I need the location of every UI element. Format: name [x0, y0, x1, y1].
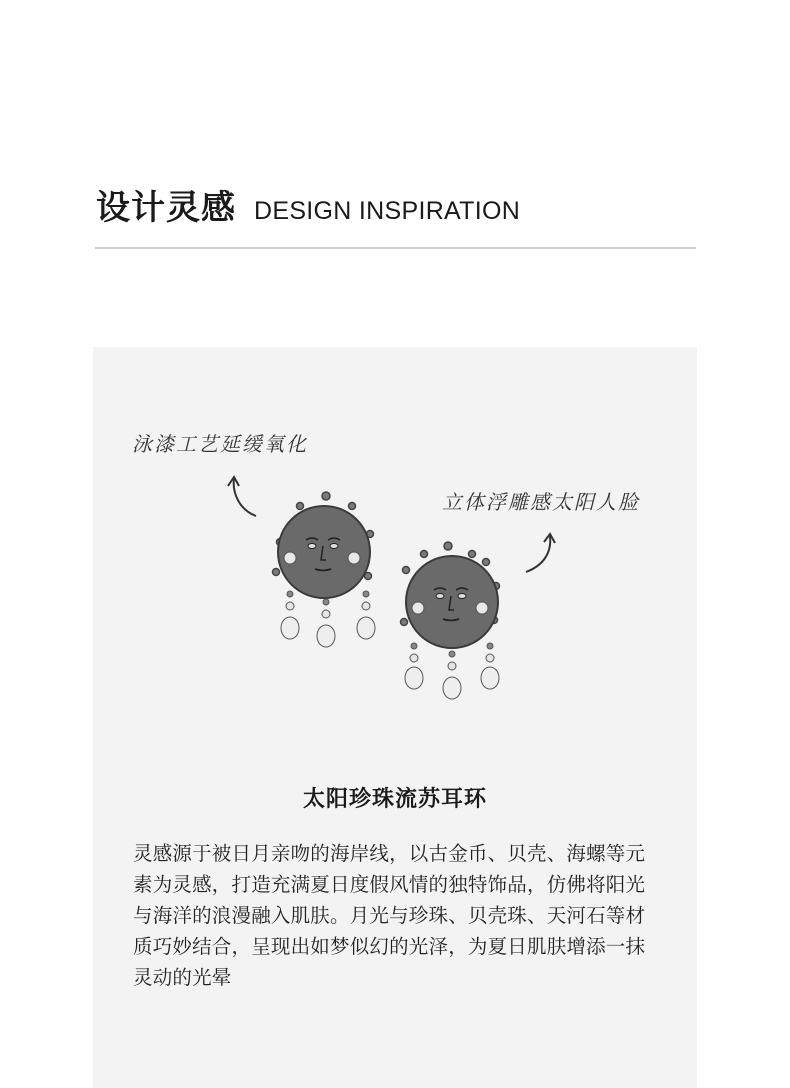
sun-earrings-illustration [220, 470, 560, 720]
heading-title-en: DESIGN INSPIRATION [254, 197, 521, 225]
product-title: 太阳珍珠流苏耳环 [302, 787, 487, 812]
sun-earring-left-icon [273, 492, 376, 647]
section-heading [96, 180, 520, 229]
heading-divider [95, 247, 696, 249]
product-description: 灵感源于被日月亲吻的海岸线，以古金币、贝壳、海螺等元素为灵感，打造充满夏日度假风情的独特饰品，仿佛将阳光与海洋的浪漫融入肌肤。月光与珍珠、贝壳珠、天河石等材质巧妙结合，呈现出如梦似幻的光泽，为夏日肌肤增添一抹灵动的光晕 [133, 842, 646, 989]
annotation-lacquer: 泳漆工艺延缓氧化 [132, 432, 308, 456]
annotation-relief-sun-face: 立体浮雕感太阳人脸 [442, 490, 640, 514]
heading-title-cn: 设计灵感 [96, 188, 236, 228]
sun-earring-right-icon [401, 542, 500, 699]
